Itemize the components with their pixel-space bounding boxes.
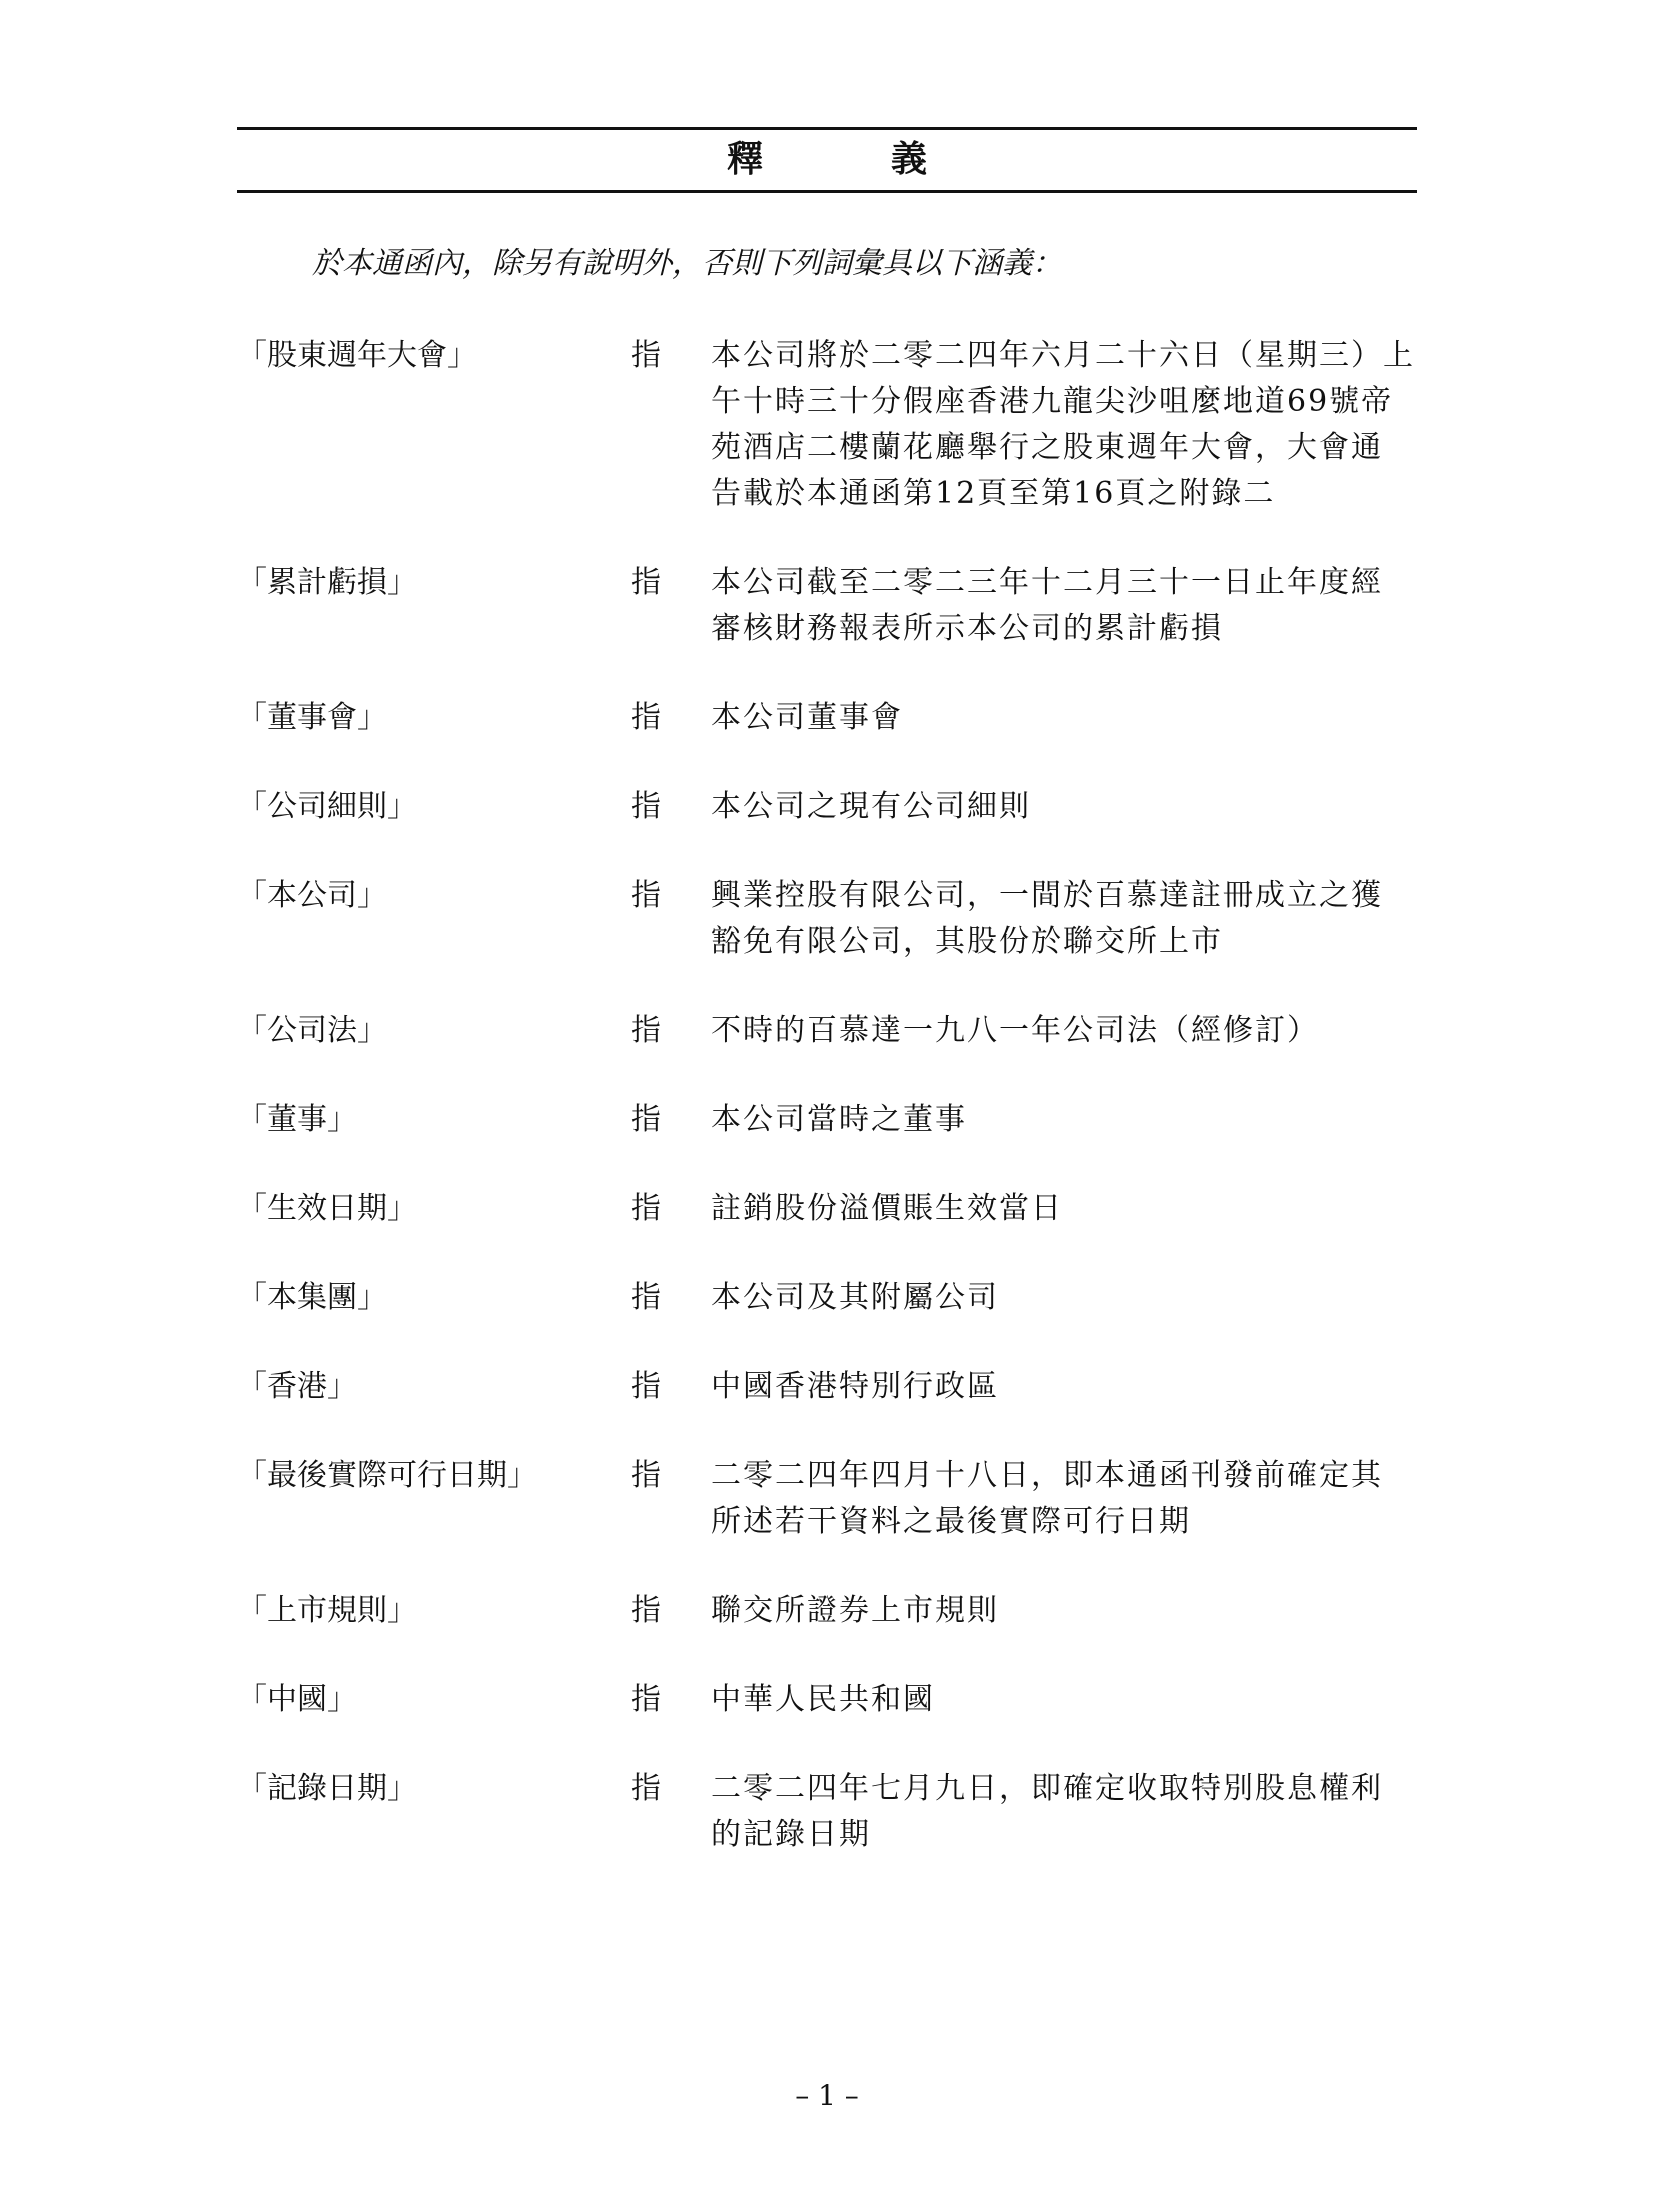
- definition-term: 「本集團」: [237, 1280, 387, 1315]
- definition-row: [237, 333, 1417, 517]
- definition-row: [237, 1275, 1417, 1321]
- definition-line: 本公司將於二零二四年六月二十六日（星期三）上: [711, 338, 1415, 373]
- page-number: – 1 –: [795, 2079, 859, 2112]
- definition-row: [237, 1008, 1417, 1054]
- definition-line: 中國香港特別行政區: [711, 1369, 999, 1404]
- definition-text: [711, 1097, 1417, 1143]
- definition-line: 審核財務報表所示本公司的累計虧損: [711, 611, 1223, 646]
- definition-line: 二零二四年四月十八日，即本通函刊發前確定其: [711, 1458, 1383, 1493]
- definition-term: 「中國」: [237, 1682, 357, 1717]
- definition-line: 午十時三十分假座香港九龍尖沙咀麼地道69號帝: [711, 384, 1394, 419]
- definition-row: [237, 695, 1417, 741]
- definition-term: 「香港」: [237, 1369, 357, 1404]
- page-title: 釋 義: [726, 139, 973, 180]
- definition-row: [237, 1097, 1417, 1143]
- definition-means: 指: [631, 1458, 661, 1493]
- definition-text: [711, 1588, 1417, 1634]
- definition-line: 註銷股份溢價賬生效當日: [711, 1191, 1063, 1226]
- definition-text: [711, 784, 1417, 830]
- header-top-rule: [237, 127, 1417, 130]
- definition-means: 指: [631, 1191, 661, 1226]
- definition-term: 「董事會」: [237, 700, 387, 735]
- definition-term: 「董事」: [237, 1102, 357, 1137]
- definition-line: 二零二四年七月九日，即確定收取特別股息權利: [711, 1771, 1383, 1806]
- definition-row: [237, 560, 1417, 652]
- definition-term: 「最後實際可行日期」: [237, 1458, 537, 1493]
- definition-term: 「本公司」: [237, 878, 387, 913]
- intro-text: 於本通函內，除另有說明外，否則下列詞彙具以下涵義：: [312, 246, 1062, 281]
- definition-means: 指: [631, 1280, 661, 1315]
- definition-means: 指: [631, 878, 661, 913]
- definition-row: [237, 1766, 1417, 1858]
- definition-row: [237, 784, 1417, 830]
- definition-term: 「記錄日期」: [237, 1771, 417, 1806]
- definition-line: 本公司之現有公司細則: [711, 789, 1031, 824]
- definition-line: 苑酒店二樓蘭花廳舉行之股東週年大會，大會通: [711, 430, 1383, 465]
- definition-text: [711, 1275, 1417, 1321]
- definition-text: [711, 333, 1417, 517]
- definition-term: 「公司法」: [237, 1013, 387, 1048]
- definition-means: 指: [631, 1593, 661, 1628]
- definition-line: 告載於本通函第12頁至第16頁之附錄二: [711, 476, 1276, 511]
- definition-means: 指: [631, 565, 661, 600]
- definition-line: 本公司董事會: [711, 700, 903, 735]
- definition-line: 豁免有限公司，其股份於聯交所上市: [711, 924, 1223, 959]
- definitions-list: [237, 333, 1417, 1901]
- definition-means: 指: [631, 1771, 661, 1806]
- definition-row: [237, 1677, 1417, 1723]
- definition-term: 「股東週年大會」: [237, 338, 477, 373]
- definition-row: [237, 1588, 1417, 1634]
- definition-row: [237, 1364, 1417, 1410]
- definition-line: 所述若干資料之最後實際可行日期: [711, 1504, 1191, 1539]
- definition-text: [711, 560, 1417, 652]
- definition-text: [711, 1186, 1417, 1232]
- definition-row: [237, 1186, 1417, 1232]
- definition-term: 「公司細則」: [237, 789, 417, 824]
- definition-line: 不時的百慕達一九八一年公司法（經修訂）: [711, 1013, 1319, 1048]
- definition-line: 的記錄日期: [711, 1817, 871, 1852]
- definition-text: [711, 695, 1417, 741]
- definition-means: 指: [631, 1369, 661, 1404]
- definition-line: 本公司及其附屬公司: [711, 1280, 999, 1315]
- definition-row: [237, 873, 1417, 965]
- definition-term: 「累計虧損」: [237, 565, 417, 600]
- definition-text: [711, 1766, 1417, 1858]
- definition-text: [711, 1677, 1417, 1723]
- definition-line: 本公司截至二零二三年十二月三十一日止年度經: [711, 565, 1383, 600]
- definition-line: 本公司當時之董事: [711, 1102, 967, 1137]
- definition-row: [237, 1453, 1417, 1545]
- definition-line: 聯交所證券上市規則: [711, 1593, 999, 1628]
- definition-means: 指: [631, 1102, 661, 1137]
- definition-text: [711, 1364, 1417, 1410]
- definition-line: 中華人民共和國: [711, 1682, 935, 1717]
- definition-text: [711, 873, 1417, 965]
- definition-means: 指: [631, 700, 661, 735]
- definition-term: 「生效日期」: [237, 1191, 417, 1226]
- header-bottom-rule: [237, 190, 1417, 193]
- definition-means: 指: [631, 789, 661, 824]
- definition-line: 興業控股有限公司，一間於百慕達註冊成立之獲: [711, 878, 1383, 913]
- definition-means: 指: [631, 1682, 661, 1717]
- definition-means: 指: [631, 338, 661, 373]
- definition-term: 「上市規則」: [237, 1593, 417, 1628]
- definition-means: 指: [631, 1013, 661, 1048]
- definition-text: [711, 1453, 1417, 1545]
- definition-text: [711, 1008, 1417, 1054]
